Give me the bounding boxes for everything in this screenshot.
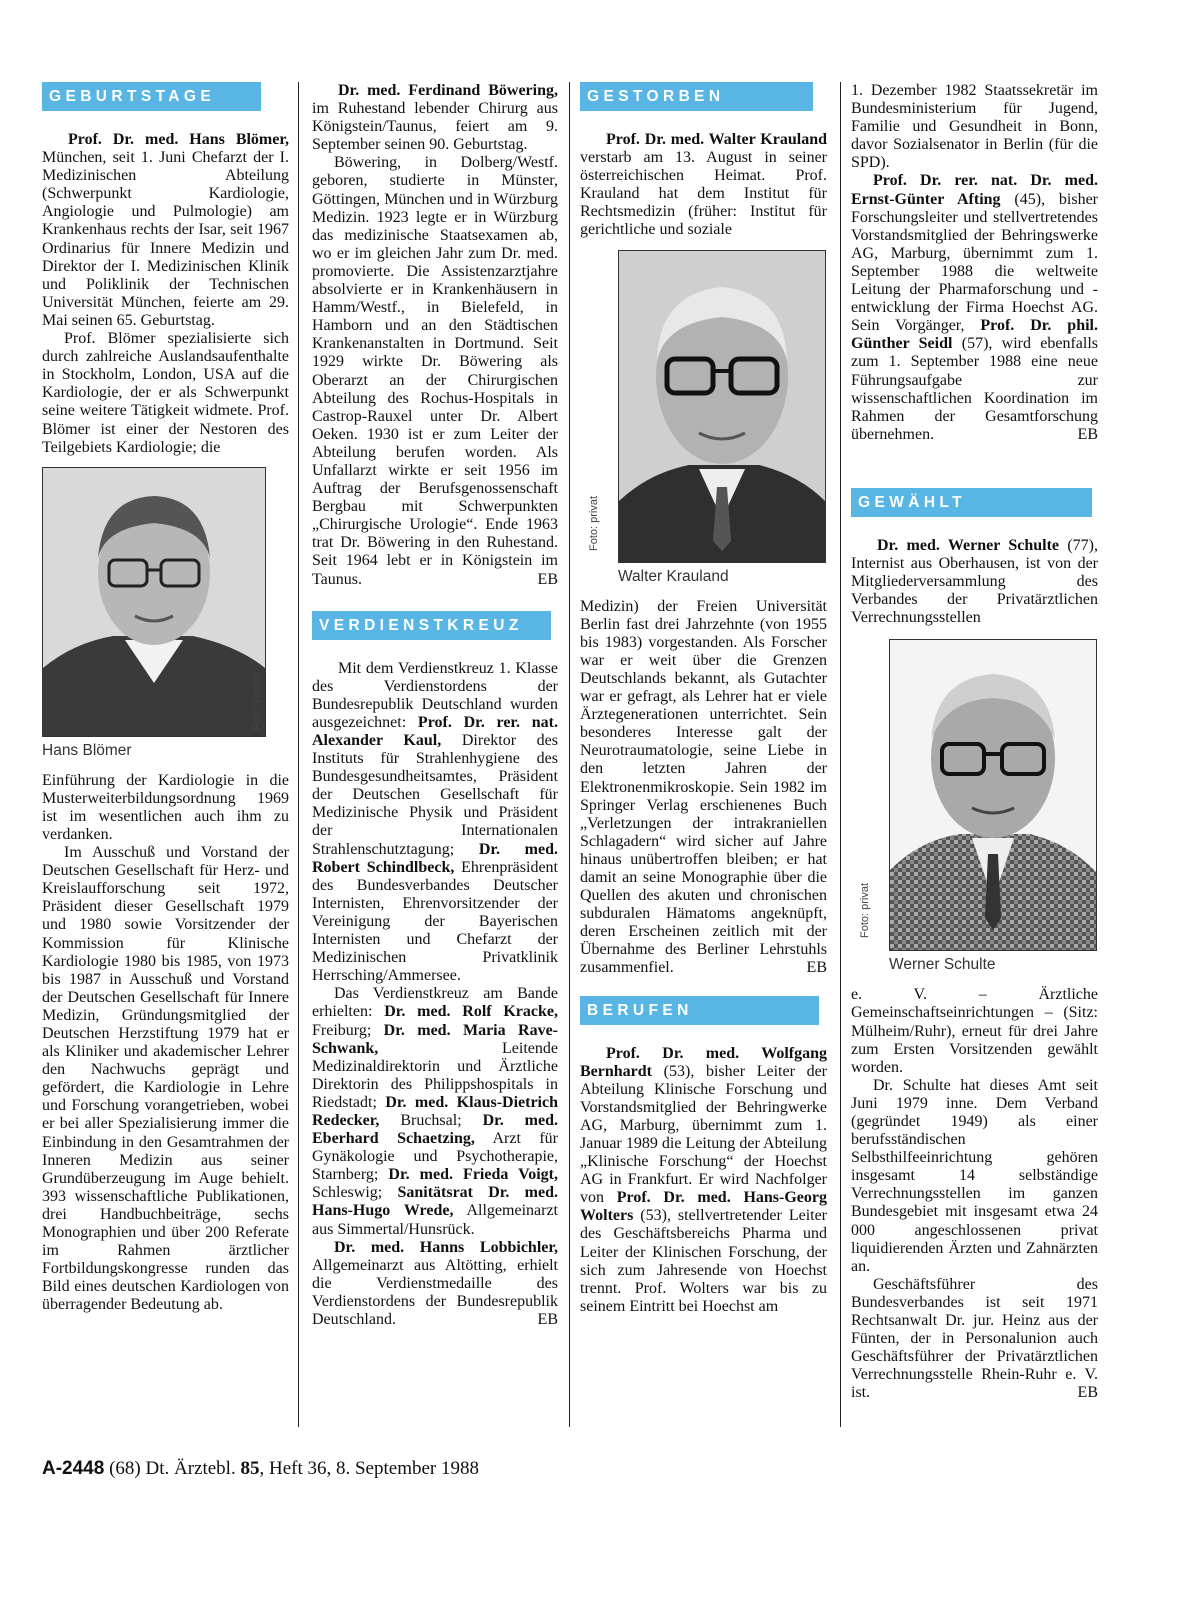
bloemer-photo-credit: Foto: Archiv (251, 671, 263, 730)
schulte-name: Dr. med. Werner Schulte (877, 536, 1060, 554)
footer-issue: , Heft 36, 8. September 1988 (259, 1458, 479, 1479)
bloemer-name: Prof. Dr. med. Hans Blömer, (68, 131, 289, 148)
afting-signature: EB (1077, 425, 1098, 443)
bloemer-paragraph-4: Im Ausschuß und Vorstand der Deutschen Gesellschaft für Herz- und Kreislaufforschung seit 1972, Präsident dieser Gesellschaft 1979 und 1980 sowie Vorsitzender der Kommission für Klinische Kardiologie 1980 bis 1985, von 1973 bis 1987 in Ausschuß und Vorstand der Deutschen Gesellschaft für Innere Medizin, Gründungsmitglied der Deutschen Herzstiftung 1979 hat er als Kliniker und akademischer Lehrer den Nachwuchs geprägt und gefördert, die Kardiologie in Lehre und Forschung vorangetrieben, wobei er bei aller Spezialisierung immer die Einbindung in den Gesamtrahmen der Inneren Medizin aus seiner Grundüberzeugung im Auge behielt. 393 wissenschaftliche Publikationen, drei Handbuchbeiträge, sechs Monographien und über 200 Referate im Rahmen ärztlicher Fortbildungskongresse runden das Bild eines deutschen Kardiologen von überragender Bedeutung ab. (42, 844, 289, 1314)
column-3 (580, 82, 827, 1316)
bloemer-paragraph-3: Einführung der Kardiologie in die Musterweiterbildungsordnung 1969 ist im wesentlichen auch ihm zu verdanken. (42, 771, 289, 843)
footer-journal: (68) Dt. Ärztebl. (109, 1458, 236, 1479)
schulte-photo (859, 639, 1097, 951)
bernhardt-name: Prof. Dr. med. Wolfgang Bernhardt (580, 1044, 827, 1080)
section-header-geburtstage: GEBURTSTAGE (42, 82, 261, 111)
boewering-name: Dr. med. Ferdinand Böwering, (338, 82, 558, 99)
section-header-gestorben: GESTORBEN (580, 82, 813, 111)
section-header-verdienstkreuz: VERDIENSTKREUZ (312, 611, 551, 640)
section-header-berufen: BERUFEN (580, 996, 819, 1025)
krauland-signature: EB (806, 959, 827, 977)
schulte-portrait-image (890, 640, 1096, 950)
column-rule-3 (840, 82, 841, 1427)
column-1 (42, 82, 289, 1315)
schulte-caption: Werner Schulte (889, 956, 996, 974)
schulte-paragraph-3: Dr. Schulte hat dieses Amt seit Juni 1979 inne. Dem Verband (gegründet 1949) als einer berufsständischen Selbsthilfeeinrichtung gehören insgesamt 14 selbständige Verrechnungsstellen im ganzen Bundesgebiet mit insgesamt etwa 24 000 angeschlossenen privat liquidierenden Ärzten und Zahnärzten an. (851, 1076, 1098, 1275)
bloemer-photo (42, 467, 266, 737)
schulte-paragraph-1: Dr. med. Werner Schulte (77), Internist aus Oberhausen, ist von der Mitgliederversammlung des Verbandes der Privatärztlichen Verrechnungsstellen (851, 536, 1098, 627)
section-header-gewaehlt: GEWÄHLT (851, 488, 1092, 517)
boewering-paragraph-1: Dr. med. Ferdinand Böwering, im Ruhestand lebender Chirurg aus Königstein/Taunus, feiert am 9. September seinen 90. Geburtstag. (312, 82, 558, 154)
afting-paragraph-1: Prof. Dr. rer. nat. Dr. med. Ernst-Günter Afting (45), bisher Forschungsleiter und stellvertretendes Vorstandsmitglied der Behringswerke AG, Marburg, übernimmt zum 1. September 1988 die weltweite Leitung der Pharmaforschung und -entwicklung der Firma Hoechst AG. Sein Vorgänger, Prof. Dr. phil. Günther Seidl (57), wird ebenfalls zum 1. September 1988 eine neue Führungsaufgabe zur wissenschaftlichen Koordination im Rahmen der Gesamtforschung übernehmen. EB (851, 172, 1099, 443)
bernhardt-paragraph-1: Prof. Dr. med. Wolfgang Bernhardt (53), bisher Leiter der Abteilung Klinische Forschung und Vorstandsmitglied der Behringwerke AG, Marburg, übernimmt zum 1. Januar 1989 die Leitung der Abteilung „Klinische Forschung“ der Hoechst AG in Frankfurt. Er wird Nachfolger von Prof. Dr. med. Hans-Georg Wolters (53), stellvertretender Leiter des Geschäftsbereichs Pharma und Leiter der Klinischen Forschung, der sich zum Jahresende von Hoechst trennt. Prof. Wolters war bis zu seinem Eintritt bei Hoechst am (580, 1044, 828, 1315)
page-footer (42, 1458, 479, 1480)
footer-volume: 85 (240, 1458, 260, 1479)
column-2 (312, 82, 558, 1329)
krauland-photo (588, 250, 826, 563)
column-rule-1 (298, 82, 299, 1427)
krauland-photo-credit: Foto: privat (588, 495, 600, 551)
krauland-portrait-image (619, 251, 825, 562)
page-number: A-2448 (42, 1458, 105, 1479)
krauland-name: Prof. Dr. med. Walter Krauland (606, 131, 827, 148)
verdienst-paragraph-2: Das Verdienstkreuz am Bande erhielten: Dr. med. Rolf Kracke, Freiburg; Dr. med. Maria Rave-Schwank, Leitende Medizinaldirektorin und Ärztliche Direktorin des Philippshospitals in Riedstadt; Dr. med. Klaus-Dietrich Redecker, Bruchsal; Dr. med. Eberhard Schaetzing, Arzt für Gynäkologie und Psychotherapie, Starnberg; Dr. med. Frieda Voigt, Schleswig; Sanitätsrat Dr. med. Hans-Hugo Wrede, Allgemeinarzt aus Simmertal/Hunsrück. (312, 985, 559, 1238)
bloemer-paragraph-2: Prof. Blömer spezialisierte sich durch zahlreiche Auslandsaufenthalte in Stockholm, London, USA auf die Kardiologie, der er als Schwerpunkt seine weitere Tätigkeit widmete. Prof. Blömer ist einer der Nestoren des Teilgebiets Kardiologie; die (42, 330, 289, 456)
schulte-paragraph-4: Geschäftsführer des Bundesverbandes ist seit 1971 Rechtsanwalt Dr. jur. Heinz aus der Fünten, der in Personalunion auch Geschäftsführer der Privatärztlichen Verrechnungsstelle Rhein-Ruhr e. V. ist. EB (851, 1275, 1098, 1402)
schulte-signature: EB (1077, 1384, 1098, 1402)
bloemer-portrait-image (43, 468, 265, 736)
schulte-photo-credit: Foto: privat (859, 883, 871, 939)
krauland-paragraph-1: Prof. Dr. med. Walter Krauland verstarb am 13. August in seiner österreichischen Heimat. Prof. Krauland hat dem Institut für Rechtsmedizin (früher: Institut für gerichtliche und soziale (580, 131, 827, 239)
schulte-paragraph-2: e. V. – Ärztliche Gemeinschaftseinrichtungen – (Sitz: Mülheim/Ruhr), erneut für drei Jahre zum Ersten Vorsitzenden gewählt worden. (851, 986, 1098, 1076)
krauland-paragraph-2: Medizin) der Freien Universität Berlin fast drei Jahrzehnte (von 1955 bis 1983) vorgestanden. Als Forscher war er weit über die Grenzen Deutschlands bekannt, als Gutachter war er gefragt, als Lehrer hat er viele Ärztegenerationen unterrichtet. Sein besonderes Interesse galt der Neurotraumatologie, seine Liebe in den letzten Jahren der Elektronenmikroskopie. Sein 1982 im Springer Verlag erschienenes Buch „Verletzungen der intrakraniellen Schlagadern“ wird sicher auf Jahre hinaus unübertroffen bleiben; er hat damit an seine Monographie über die Quellen des akuten und chronischen subduralen Hämatoms angeknüpft, deren Erscheinen zeitlich mit der Übernahme des Berliner Lehrstuhls zusammenfiel. EB (580, 597, 827, 977)
verdienst-paragraph-3: Dr. med. Hanns Lobbichler, Allgemeinarzt aus Altötting, erhielt die Verdienstmedaille des Verdienstordens der Bundesrepublik Deutschland. EB (312, 1238, 558, 1328)
krauland-caption: Walter Krauland (618, 567, 729, 585)
bloemer-caption: Hans Blömer (42, 741, 132, 759)
column-rule-2 (569, 82, 570, 1427)
afting-paragraph-0: 1. Dezember 1982 Staatssekretär im Bundesministerium für Jugend, Familie und Gesundheit in Bonn, davor Sozialsenator in Berlin (für die SPD). (851, 82, 1098, 172)
boewering-signature: EB (537, 570, 558, 588)
column-4 (851, 82, 1098, 1403)
verdienst-signature: EB (537, 1311, 558, 1328)
bloemer-paragraph-1: Prof. Dr. med. Hans Blömer, München, seit 1. Juni Chefarzt der I. Medizinischen Abteilung (Schwerpunkt Kardiologie, Angiologie und Pulmologie) am Krankenhaus rechts der Isar, seit 1967 Ordinarius für Innere Medizin und Direktor der I. Medizinischen Klinik und Poliklinik der Technischen Universität München, feierte am 29. Mai seinen 65. Geburtstag. (42, 131, 289, 329)
boewering-paragraph-2: Böwering, in Dolberg/Westf. geboren, studierte in Münster, Göttingen, München und in Würzburg Medizin. 1923 legte er in Würzburg das medizinische Staatsexamen ab, wo er im gleichen Jahr zum Dr. med. promovierte. Die Assistenzarztjahre absolvierte er in Krankenhäusern in Hamm/Westf., in Bielefeld, in Hamborn und an den Städtischen Krankenanstalten in Dortmund. Seit 1929 wirkte Dr. Böwering als Oberarzt an der Chirurgischen Abteilung des Rochus-Hospitals in Castrop-Rauxel unter Dr. Albert Oeken. 1930 ist er zum Leiter der Abteilung berufen worden. Als Unfallarzt wirkte er seit 1956 im Auftrag der Berufsgenossenschaft Bergbau mit Schwerpunkten „Chirurgische Urologie“. Ende 1963 trat Dr. Böwering in den Ruhestand. Seit 1964 lebt er in Königstein im Taunus. EB (312, 154, 558, 588)
verdienst-paragraph-1: Mit dem Verdienstkreuz 1. Klasse des Verdienstordens der Bundesrepublik Deutschland wurden ausgezeichnet: Prof. Dr. rer. nat. Alexander Kaul, Direktor des Instituts für Strahlenhygiene des Bundesgesundheitsamtes, Präsident der Deutschen Gesellschaft für Medizinische Physik und Präsident der Internationalen Strahlenschutztagung; Dr. med. Robert Schindlbeck, Ehrenpräsident des Bundesverbandes Deutscher Internisten, Ehrenvorsitzender der Vereinigung der Bayerischen Internisten und Chefarzt der Medizinischen Privatklinik Herrsching/Ammersee. (312, 659, 559, 985)
